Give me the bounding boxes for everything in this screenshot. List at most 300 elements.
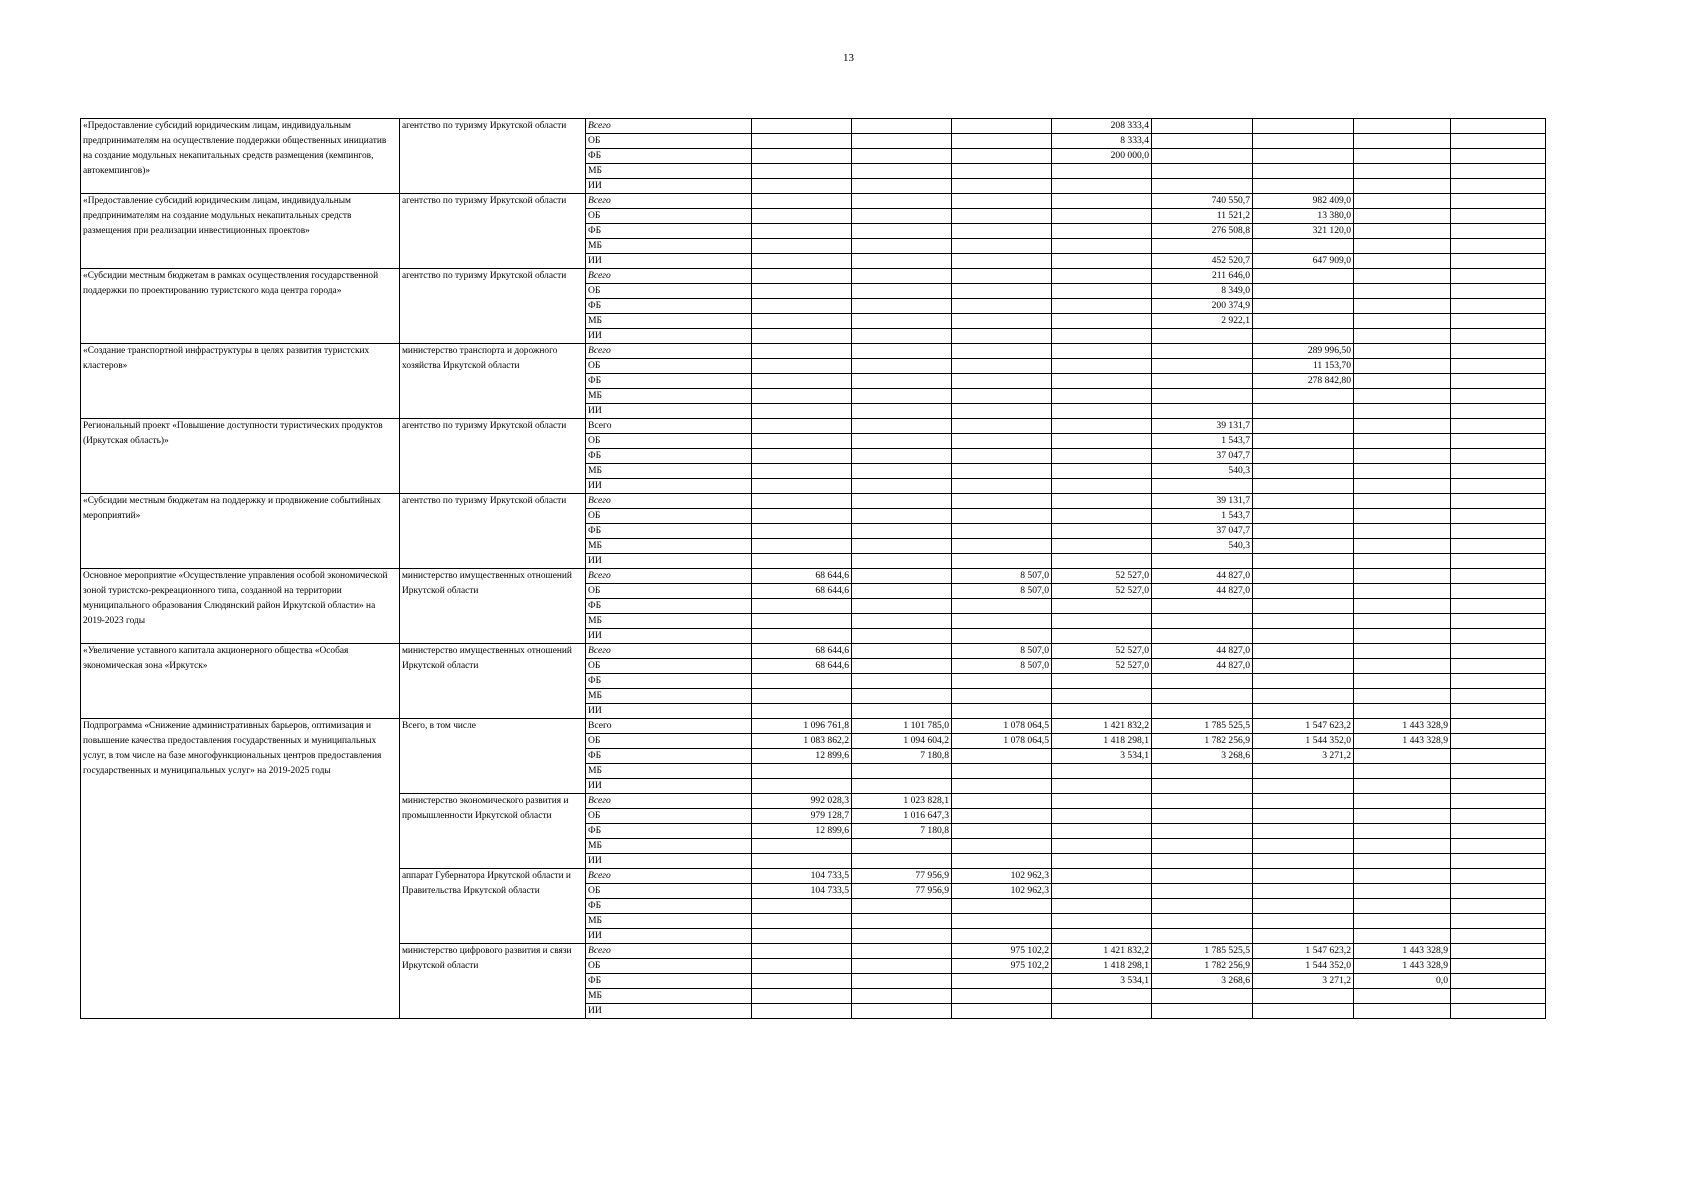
amount-cell: 52 527,0 (1052, 644, 1152, 659)
program-name-cell: «Создание транспортной инфраструктуры в целях развития туристских кластеров» (81, 344, 400, 419)
funding-source-cell: ФБ (586, 374, 752, 389)
amount-cell (1451, 614, 1546, 629)
amount-cell (1354, 914, 1451, 929)
amount-cell (952, 254, 1052, 269)
amount-cell (1052, 194, 1152, 209)
funding-source-cell: МБ (586, 689, 752, 704)
amount-cell (1354, 599, 1451, 614)
funding-source-cell: ФБ (586, 674, 752, 689)
amount-cell: 1 782 256,9 (1152, 734, 1253, 749)
amount-cell (852, 329, 952, 344)
amount-cell (1354, 704, 1451, 719)
amount-cell (852, 629, 952, 644)
amount-cell: 1 782 256,9 (1152, 959, 1253, 974)
amount-cell (1152, 629, 1253, 644)
table-row (81, 419, 1546, 434)
amount-cell (1152, 404, 1253, 419)
amount-cell: 2 922,1 (1152, 314, 1253, 329)
amount-cell: 37 047,7 (1152, 524, 1253, 539)
funding-source-cell: ФБ (586, 599, 752, 614)
amount-cell (1354, 839, 1451, 854)
amount-cell (1354, 854, 1451, 869)
amount-cell: 13 380,0 (1253, 209, 1354, 224)
amount-cell (852, 299, 952, 314)
amount-cell (1354, 584, 1451, 599)
funding-source-cell: ИИ (586, 329, 752, 344)
amount-cell: 200 374,9 (1152, 299, 1253, 314)
amount-cell: 8 507,0 (952, 584, 1052, 599)
amount-cell (1451, 839, 1546, 854)
amount-cell (1354, 464, 1451, 479)
amount-cell (952, 434, 1052, 449)
amount-cell: 39 131,7 (1152, 419, 1253, 434)
amount-cell (1253, 239, 1354, 254)
amount-cell (752, 209, 852, 224)
amount-cell (852, 464, 952, 479)
funding-source-cell: ОБ (586, 284, 752, 299)
amount-cell (952, 404, 1052, 419)
budget-table (80, 118, 1546, 1019)
amount-cell (1354, 374, 1451, 389)
amount-cell: 1 094 604,2 (852, 734, 952, 749)
amount-cell: 7 180,8 (852, 749, 952, 764)
amount-cell: 52 527,0 (1052, 584, 1152, 599)
amount-cell (752, 959, 852, 974)
amount-cell: 208 333,4 (1052, 119, 1152, 134)
amount-cell: 289 996,50 (1253, 344, 1354, 359)
amount-cell (752, 854, 852, 869)
amount-cell (1052, 359, 1152, 374)
amount-cell (852, 764, 952, 779)
funding-source-cell: Всего (586, 194, 752, 209)
amount-cell (1354, 869, 1451, 884)
amount-cell (1253, 914, 1354, 929)
funding-source-cell: ОБ (586, 509, 752, 524)
amount-cell (852, 449, 952, 464)
amount-cell (1152, 389, 1253, 404)
amount-cell (1052, 299, 1152, 314)
amount-cell (1354, 614, 1451, 629)
amount-cell: 68 644,6 (752, 659, 852, 674)
amount-cell (1451, 134, 1546, 149)
amount-cell: 1 083 862,2 (752, 734, 852, 749)
amount-cell (1152, 704, 1253, 719)
funding-source-cell: ИИ (586, 254, 752, 269)
responsible-executor-cell: агентство по туризму Иркутской области (400, 194, 586, 269)
amount-cell (1152, 359, 1253, 374)
amount-cell (952, 929, 1052, 944)
amount-cell (1052, 764, 1152, 779)
amount-cell: 975 102,2 (952, 944, 1052, 959)
funding-source-cell: МБ (586, 914, 752, 929)
responsible-executor-cell: агентство по туризму Иркутской области (400, 419, 586, 494)
amount-cell (1354, 434, 1451, 449)
amount-cell: 12 899,6 (752, 824, 852, 839)
amount-cell: 102 962,3 (952, 884, 1052, 899)
amount-cell (1152, 329, 1253, 344)
funding-source-cell: ОБ (586, 884, 752, 899)
amount-cell (1253, 854, 1354, 869)
program-name-cell: «Увеличение уставного капитала акционерного общества «Особая экономическая зона «Иркутск» (81, 644, 400, 719)
amount-cell (1354, 794, 1451, 809)
amount-cell (1354, 989, 1451, 1004)
amount-cell (952, 854, 1052, 869)
amount-cell (1451, 899, 1546, 914)
amount-cell (852, 434, 952, 449)
amount-cell (852, 374, 952, 389)
amount-cell (1451, 944, 1546, 959)
amount-cell (952, 134, 1052, 149)
funding-source-cell: ИИ (586, 929, 752, 944)
responsible-executor-cell: министерство имущественных отношений Иркутской области (400, 569, 586, 644)
amount-cell (752, 164, 852, 179)
amount-cell (1152, 809, 1253, 824)
amount-cell (1253, 164, 1354, 179)
amount-cell (1052, 329, 1152, 344)
amount-cell (1253, 1004, 1354, 1019)
amount-cell: 3 271,2 (1253, 974, 1354, 989)
amount-cell (1451, 269, 1546, 284)
funding-source-cell: ФБ (586, 149, 752, 164)
amount-cell (1052, 884, 1152, 899)
funding-source-cell: ИИ (586, 854, 752, 869)
amount-cell: 1 443 328,9 (1354, 734, 1451, 749)
amount-cell (952, 524, 1052, 539)
amount-cell (952, 359, 1052, 374)
amount-cell (1253, 794, 1354, 809)
table-body (81, 119, 1546, 1019)
amount-cell (1451, 449, 1546, 464)
amount-cell (1253, 419, 1354, 434)
amount-cell (852, 479, 952, 494)
responsible-executor-cell: агентство по туризму Иркутской области (400, 119, 586, 194)
amount-cell (852, 584, 952, 599)
amount-cell (1152, 854, 1253, 869)
amount-cell: 647 909,0 (1253, 254, 1354, 269)
responsible-executor-cell: аппарат Губернатора Иркутской области и Правительства Иркутской области (400, 869, 586, 944)
amount-cell (852, 239, 952, 254)
amount-cell (1052, 779, 1152, 794)
funding-source-cell: МБ (586, 314, 752, 329)
amount-cell (952, 599, 1052, 614)
amount-cell (1152, 149, 1253, 164)
amount-cell (1354, 884, 1451, 899)
responsible-executor-cell: министерство экономического развития и промышленности Иркутской области (400, 794, 586, 869)
amount-cell (1451, 389, 1546, 404)
program-name-cell: Основное мероприятие «Осуществление управления особой экономической зоной туристско-рекреационного типа, созданной на территории муниципального образования Слюдянский район Иркутской области» на 2019-2023 годы (81, 569, 400, 644)
amount-cell (752, 509, 852, 524)
amount-cell (1052, 539, 1152, 554)
funding-source-cell: ОБ (586, 659, 752, 674)
funding-source-cell: ФБ (586, 899, 752, 914)
amount-cell (1052, 509, 1152, 524)
amount-cell (1354, 269, 1451, 284)
amount-cell: 52 527,0 (1052, 569, 1152, 584)
amount-cell (1451, 314, 1546, 329)
amount-cell (1451, 974, 1546, 989)
funding-source-cell: ФБ (586, 299, 752, 314)
amount-cell (1354, 644, 1451, 659)
amount-cell (752, 329, 852, 344)
program-name-cell: «Предоставление субсидий юридическим лицам, индивидуальным предпринимателям на осуществление поддержки общественных инициатив на создание модульных некапитальных средств размещения (кемпингов, автокемпингов)» (81, 119, 400, 194)
amount-cell (752, 299, 852, 314)
amount-cell (752, 269, 852, 284)
amount-cell (852, 554, 952, 569)
amount-cell: 975 102,2 (952, 959, 1052, 974)
amount-cell (752, 779, 852, 794)
amount-cell (1451, 494, 1546, 509)
amount-cell (1253, 464, 1354, 479)
amount-cell (852, 224, 952, 239)
funding-source-cell: МБ (586, 989, 752, 1004)
amount-cell (1451, 989, 1546, 1004)
amount-cell (752, 404, 852, 419)
funding-source-cell: ФБ (586, 524, 752, 539)
amount-cell (1354, 359, 1451, 374)
amount-cell (752, 539, 852, 554)
amount-cell (1451, 539, 1546, 554)
amount-cell (852, 269, 952, 284)
amount-cell (952, 494, 1052, 509)
amount-cell: 1 443 328,9 (1354, 944, 1451, 959)
amount-cell (1451, 824, 1546, 839)
amount-cell (752, 419, 852, 434)
amount-cell (1052, 929, 1152, 944)
amount-cell (852, 539, 952, 554)
amount-cell (752, 284, 852, 299)
amount-cell (1152, 554, 1253, 569)
program-name-cell: «Предоставление субсидий юридическим лицам, индивидуальным предпринимателям на создание модульных некапитальных средств размещения при реализации инвестиционных проектов» (81, 194, 400, 269)
amount-cell: 102 962,3 (952, 869, 1052, 884)
amount-cell (1354, 149, 1451, 164)
amount-cell (752, 674, 852, 689)
amount-cell (1152, 614, 1253, 629)
funding-source-cell: ОБ (586, 209, 752, 224)
amount-cell (1052, 284, 1152, 299)
amount-cell (1152, 119, 1253, 134)
amount-cell: 1 543,7 (1152, 509, 1253, 524)
amount-cell (1052, 179, 1152, 194)
amount-cell (1253, 509, 1354, 524)
funding-source-cell: ФБ (586, 449, 752, 464)
amount-cell (1052, 524, 1152, 539)
amount-cell: 12 899,6 (752, 749, 852, 764)
amount-cell (752, 554, 852, 569)
amount-cell (1152, 929, 1253, 944)
amount-cell (1052, 464, 1152, 479)
amount-cell (852, 314, 952, 329)
funding-source-cell: ФБ (586, 974, 752, 989)
amount-cell (852, 254, 952, 269)
amount-cell (1253, 644, 1354, 659)
table-row (81, 494, 1546, 509)
amount-cell (952, 164, 1052, 179)
amount-cell (1253, 179, 1354, 194)
amount-cell (752, 704, 852, 719)
amount-cell: 1 078 064,5 (952, 719, 1052, 734)
amount-cell (752, 839, 852, 854)
amount-cell (952, 539, 1052, 554)
amount-cell: 1 078 064,5 (952, 734, 1052, 749)
amount-cell (1451, 704, 1546, 719)
amount-cell (852, 614, 952, 629)
amount-cell (1354, 899, 1451, 914)
funding-source-cell: МБ (586, 464, 752, 479)
amount-cell (852, 1004, 952, 1019)
amount-cell: 37 047,7 (1152, 449, 1253, 464)
amount-cell (1052, 869, 1152, 884)
program-name-cell: Подпрограмма «Снижение административных барьеров, оптимизация и повышение качества предоставления государственных и муниципальных услуг, в том числе на базе многофункциональных центров предоставления государственных и муниципальных услуг» на 2019-2025 годы (81, 719, 400, 1019)
funding-source-cell: Всего (586, 269, 752, 284)
amount-cell (752, 764, 852, 779)
amount-cell (1152, 899, 1253, 914)
amount-cell: 104 733,5 (752, 869, 852, 884)
responsible-executor-cell: агентство по туризму Иркутской области (400, 269, 586, 344)
amount-cell (852, 644, 952, 659)
amount-cell (1052, 269, 1152, 284)
amount-cell (952, 119, 1052, 134)
amount-cell: 0,0 (1354, 974, 1451, 989)
funding-source-cell: Всего (586, 419, 752, 434)
amount-cell (1354, 239, 1451, 254)
funding-source-cell: ФБ (586, 224, 752, 239)
amount-cell (1052, 224, 1152, 239)
amount-cell (1052, 674, 1152, 689)
funding-source-cell: МБ (586, 164, 752, 179)
amount-cell: 1 544 352,0 (1253, 959, 1354, 974)
amount-cell (952, 224, 1052, 239)
amount-cell: 44 827,0 (1152, 584, 1253, 599)
amount-cell (1253, 449, 1354, 464)
amount-cell (1052, 1004, 1152, 1019)
amount-cell (852, 599, 952, 614)
amount-cell (852, 524, 952, 539)
amount-cell: 52 527,0 (1052, 659, 1152, 674)
amount-cell (852, 674, 952, 689)
amount-cell (1451, 869, 1546, 884)
amount-cell: 44 827,0 (1152, 569, 1253, 584)
amount-cell (752, 179, 852, 194)
amount-cell (1052, 419, 1152, 434)
amount-cell (1152, 689, 1253, 704)
amount-cell (952, 689, 1052, 704)
funding-source-cell: ОБ (586, 809, 752, 824)
amount-cell (1052, 389, 1152, 404)
amount-cell (852, 914, 952, 929)
amount-cell (1354, 449, 1451, 464)
amount-cell: 8 349,0 (1152, 284, 1253, 299)
amount-cell (1052, 494, 1152, 509)
funding-source-cell: Всего (586, 944, 752, 959)
amount-cell (1354, 629, 1451, 644)
amount-cell (952, 209, 1052, 224)
amount-cell (1354, 524, 1451, 539)
funding-source-cell: ИИ (586, 1004, 752, 1019)
amount-cell (952, 629, 1052, 644)
funding-source-cell: ИИ (586, 704, 752, 719)
amount-cell (852, 959, 952, 974)
amount-cell (1451, 569, 1546, 584)
amount-cell: 11 521,2 (1152, 209, 1253, 224)
funding-source-cell: ИИ (586, 479, 752, 494)
amount-cell (752, 359, 852, 374)
amount-cell (1152, 794, 1253, 809)
amount-cell (1152, 479, 1253, 494)
amount-cell (1253, 494, 1354, 509)
amount-cell (952, 554, 1052, 569)
funding-source-cell: ФБ (586, 824, 752, 839)
amount-cell (1052, 629, 1152, 644)
amount-cell: 992 028,3 (752, 794, 852, 809)
amount-cell (1253, 434, 1354, 449)
amount-cell (1253, 989, 1354, 1004)
amount-cell (1052, 899, 1152, 914)
amount-cell: 3 534,1 (1052, 974, 1152, 989)
amount-cell (1451, 674, 1546, 689)
funding-source-cell: ОБ (586, 134, 752, 149)
funding-source-cell: МБ (586, 764, 752, 779)
amount-cell (1354, 764, 1451, 779)
amount-cell: 1 443 328,9 (1354, 719, 1451, 734)
amount-cell (1451, 419, 1546, 434)
responsible-executor-cell: министерство транспорта и дорожного хозяйства Иркутской области (400, 344, 586, 419)
amount-cell (952, 974, 1052, 989)
amount-cell: 8 507,0 (952, 569, 1052, 584)
amount-cell (752, 344, 852, 359)
amount-cell (852, 929, 952, 944)
amount-cell (1451, 734, 1546, 749)
funding-source-cell: ИИ (586, 779, 752, 794)
amount-cell (1354, 569, 1451, 584)
amount-cell (1451, 434, 1546, 449)
table-row (81, 719, 1546, 734)
amount-cell (1354, 539, 1451, 554)
amount-cell (1152, 989, 1253, 1004)
funding-source-cell: Всего (586, 119, 752, 134)
amount-cell (1354, 179, 1451, 194)
amount-cell (752, 524, 852, 539)
amount-cell (1354, 479, 1451, 494)
amount-cell: 321 120,0 (1253, 224, 1354, 239)
amount-cell (952, 1004, 1052, 1019)
amount-cell (752, 914, 852, 929)
amount-cell (752, 254, 852, 269)
program-name-cell: «Субсидии местным бюджетам в рамках осуществления государственной поддержки по проектированию туристского кода центра города» (81, 269, 400, 344)
amount-cell: 3 268,6 (1152, 974, 1253, 989)
amount-cell (1451, 164, 1546, 179)
amount-cell (752, 599, 852, 614)
amount-cell: 200 000,0 (1052, 149, 1152, 164)
amount-cell (1152, 344, 1253, 359)
amount-cell (1052, 554, 1152, 569)
funding-source-cell: Всего (586, 494, 752, 509)
amount-cell (1451, 929, 1546, 944)
amount-cell: 1 785 525,5 (1152, 719, 1253, 734)
amount-cell: 1 547 623,2 (1253, 944, 1354, 959)
amount-cell (952, 779, 1052, 794)
amount-cell (1253, 899, 1354, 914)
amount-cell (1451, 149, 1546, 164)
amount-cell (1354, 119, 1451, 134)
amount-cell (1052, 989, 1152, 1004)
amount-cell (1052, 164, 1152, 179)
amount-cell (1354, 689, 1451, 704)
amount-cell (1253, 839, 1354, 854)
amount-cell (1354, 509, 1451, 524)
amount-cell (1354, 194, 1451, 209)
amount-cell (752, 314, 852, 329)
amount-cell (1253, 119, 1354, 134)
